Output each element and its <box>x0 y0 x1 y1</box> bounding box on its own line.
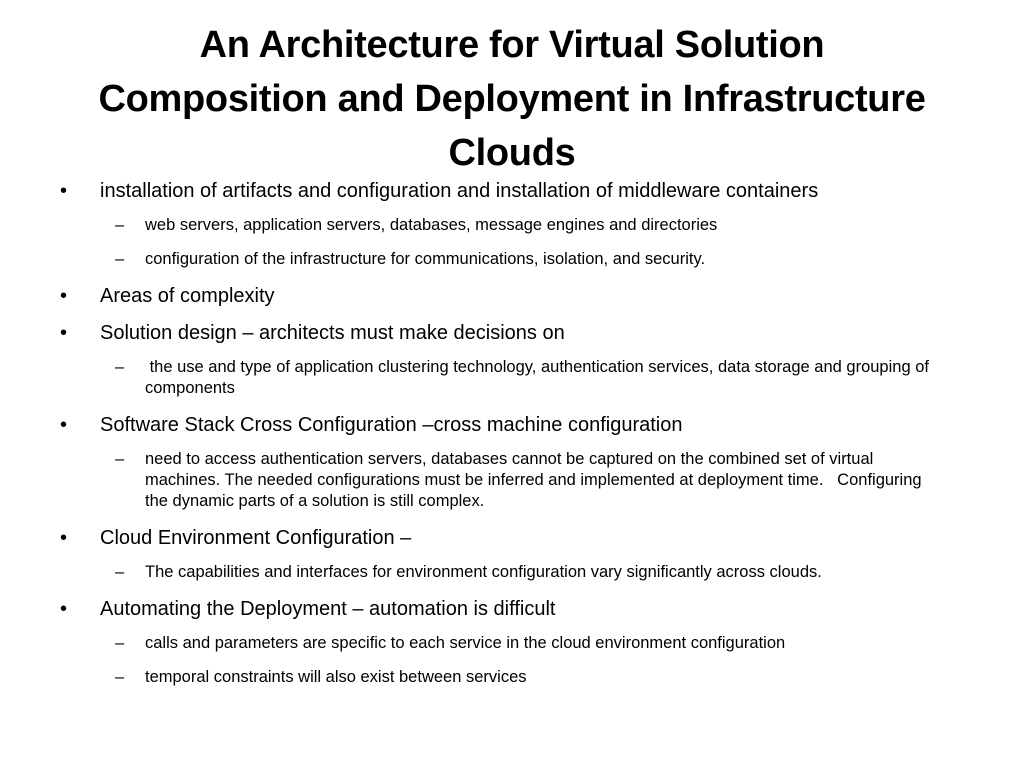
bullet-text: Automating the Deployment – automation is difficult <box>100 598 556 620</box>
bullet-text: installation of artifacts and configuration and installation of middleware containers <box>100 180 819 202</box>
sub-bullet-text: the use and type of application clustering technology, authentication services, data storage and grouping of components <box>145 358 934 397</box>
sub-bullet-item <box>115 249 978 270</box>
slide-title-line: Clouds <box>448 132 576 174</box>
bullet-item <box>58 178 978 204</box>
bullet-icon: • <box>60 598 68 620</box>
sub-bullet-item <box>115 215 978 236</box>
bullet-text: Areas of complexity <box>100 285 275 307</box>
dash-icon: – <box>115 634 125 652</box>
bullet-item <box>58 283 978 309</box>
sub-bullet-item <box>115 667 978 688</box>
dash-icon: – <box>115 250 125 268</box>
bullet-list <box>58 178 978 701</box>
bullet-item <box>58 412 978 438</box>
sub-bullet-text: need to access authentication servers, databases cannot be captured on the combined set of virtual machines. The needed configurations must be inferred and implemented at deployment time. Configuring the dynamic parts of a solution is still complex. <box>145 450 927 510</box>
dash-icon: – <box>115 668 125 686</box>
dash-icon: – <box>115 450 125 468</box>
bullet-icon: • <box>60 180 68 202</box>
sub-bullet-item <box>115 449 978 512</box>
bullet-icon: • <box>60 322 68 344</box>
sub-bullet-text: temporal constraints will also exist between services <box>145 668 527 686</box>
bullet-item <box>58 596 978 622</box>
sub-bullet-text: web servers, application servers, databases, message engines and directories <box>145 216 718 234</box>
dash-icon: – <box>115 358 125 376</box>
bullet-text: Solution design – architects must make decisions on <box>100 322 565 344</box>
slide-title <box>60 18 964 180</box>
sub-bullet-item <box>115 562 978 583</box>
sub-bullet-item <box>115 633 978 654</box>
sub-bullet-text: The capabilities and interfaces for environment configuration vary significantly across clouds. <box>145 563 822 581</box>
slide-title-line: Composition and Deployment in Infrastructure <box>98 78 926 120</box>
sub-bullet-item <box>115 357 978 399</box>
slide-title-line: An Architecture for Virtual Solution <box>199 24 825 66</box>
bullet-item <box>58 525 978 551</box>
dash-icon: – <box>115 563 125 581</box>
dash-icon: – <box>115 216 125 234</box>
bullet-text: Cloud Environment Configuration – <box>100 527 412 549</box>
bullet-text: Software Stack Cross Configuration –cross machine configuration <box>100 414 683 436</box>
sub-bullet-text: configuration of the infrastructure for communications, isolation, and security. <box>145 250 706 268</box>
bullet-icon: • <box>60 285 68 307</box>
bullet-item <box>58 320 978 346</box>
bullet-icon: • <box>60 414 68 436</box>
bullet-icon: • <box>60 527 68 549</box>
sub-bullet-text: calls and parameters are specific to each service in the cloud environment configuration <box>145 634 786 652</box>
